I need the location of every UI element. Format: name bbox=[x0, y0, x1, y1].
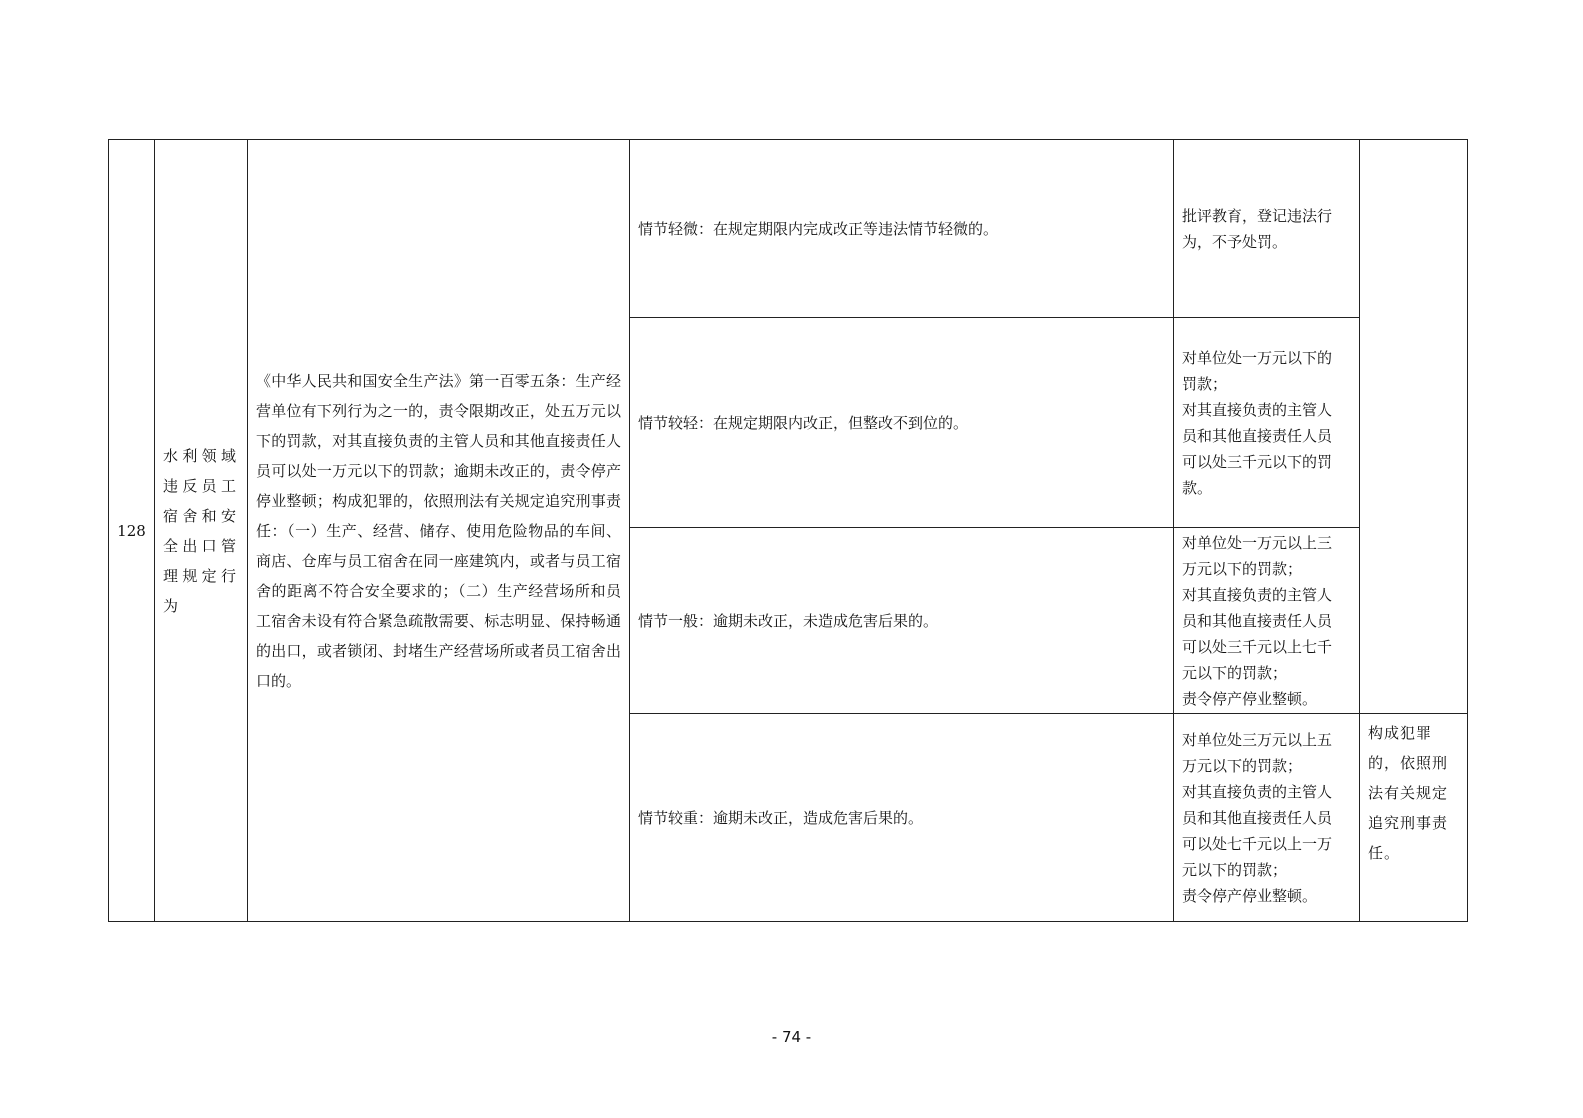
circumstance-cell: 情节一般：逾期未改正，未造成危害后果的。 bbox=[630, 528, 1174, 714]
remark-cell-empty bbox=[1360, 140, 1468, 714]
penalty-standard-cell bbox=[1174, 318, 1360, 528]
remark-cell bbox=[1360, 714, 1468, 922]
penalty-standard-cell bbox=[1174, 140, 1360, 318]
standard-line: 责令停产停业整顿。 bbox=[1182, 886, 1318, 905]
standard-line: 可以处三千元以上七千 bbox=[1182, 637, 1333, 656]
standard-line: 万元以下的罚款； bbox=[1182, 756, 1303, 775]
circumstance-cell: 情节较轻：在规定期限内改正，但整改不到位的。 bbox=[630, 318, 1174, 528]
standard-line: 可以处三千元以下的罚 bbox=[1182, 452, 1333, 471]
table-row bbox=[109, 140, 1468, 318]
standard-line: 元以下的罚款； bbox=[1182, 860, 1288, 879]
standard-line: 万元以下的罚款； bbox=[1182, 559, 1303, 578]
standard-line: 对单位处一万元以上三 bbox=[1182, 533, 1333, 552]
standard-line: 罚款； bbox=[1182, 374, 1228, 393]
standard-line: 员和其他直接责任人员 bbox=[1182, 808, 1333, 827]
standard-line: 员和其他直接责任人员 bbox=[1182, 611, 1333, 630]
standard-line: 对其直接负责的主管人 bbox=[1182, 782, 1333, 801]
violation-behavior: 水利领域违反员工宿舍和安全出口管理规定行为 bbox=[155, 140, 248, 922]
standard-line: 可以处七千元以上一万 bbox=[1182, 834, 1333, 853]
penalty-standard-cell bbox=[1174, 528, 1360, 714]
penalty-standard-table bbox=[108, 139, 1468, 922]
standard-line: 对其直接负责的主管人 bbox=[1182, 585, 1333, 604]
legal-basis: 《中华人民共和国安全生产法》第一百零五条：生产经营单位有下列行为之一的，责令限期改正，处五万元以下的罚款，对其直接负责的主管人员和其他直接责任人员可以处一万元以下的罚款；逾期未改正的，责令停产停业整顿；构成犯罪的，依照刑法有关规定追究刑事责任：（一）生产、经营、储存、使用危险物品的车间、商店、仓库与员工宿舍在同一座建筑内，或者与员工宿舍的距离不符合安全要求的；（二）生产经营场所和员工宿舍未设有符合紧急疏散需要、标志明显、保持畅通的出口，或者锁闭、封堵生产经营场所或者员工宿舍出口的。 bbox=[248, 140, 630, 922]
standard-line: 对单位处一万元以下的 bbox=[1182, 348, 1333, 367]
page-number: - 74 - bbox=[771, 1028, 812, 1046]
standard-line: 元以下的罚款； bbox=[1182, 663, 1288, 682]
standard-line: 款。 bbox=[1182, 478, 1213, 497]
standard-line: 对其直接负责的主管人 bbox=[1182, 400, 1333, 419]
standard-line: 批评教育，登记违法行 bbox=[1182, 206, 1333, 225]
standard-line: 为，不予处罚。 bbox=[1182, 232, 1288, 251]
remark-text: 构成犯罪的，依照刑法有关规定追究刑事责任。 bbox=[1368, 724, 1449, 862]
circumstance-cell: 情节轻微：在规定期限内完成改正等违法情节轻微的。 bbox=[630, 140, 1174, 318]
penalty-standard-cell bbox=[1174, 714, 1360, 922]
standard-line: 对单位处三万元以上五 bbox=[1182, 730, 1333, 749]
standard-line: 员和其他直接责任人员 bbox=[1182, 426, 1333, 445]
item-number: 128 bbox=[109, 140, 155, 922]
circumstance-cell: 情节较重：逾期未改正，造成危害后果的。 bbox=[630, 714, 1174, 922]
standard-line: 责令停产停业整顿。 bbox=[1182, 689, 1318, 708]
